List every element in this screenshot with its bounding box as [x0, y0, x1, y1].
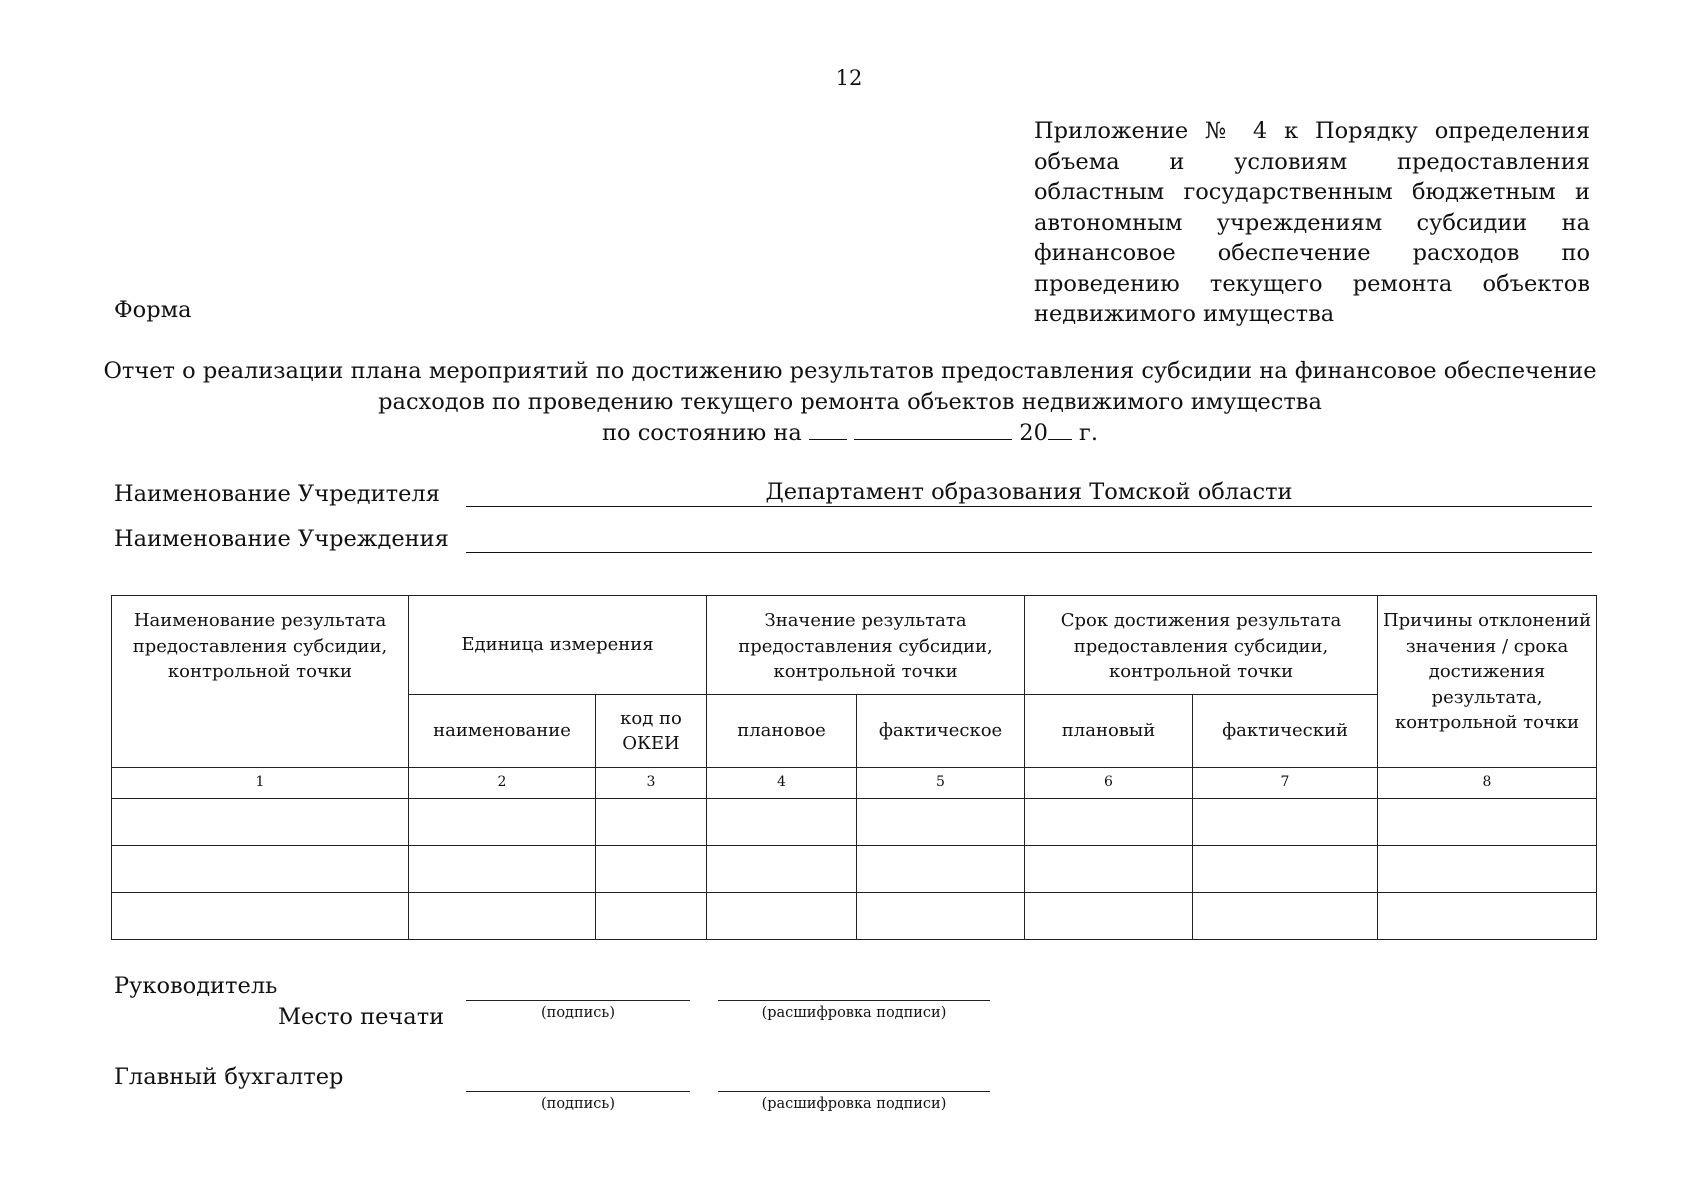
- institution-field: [466, 524, 1592, 553]
- report-table: [111, 595, 1597, 940]
- head-decoding-line: [718, 1000, 990, 1001]
- table-cell: [1193, 893, 1378, 940]
- table-cell: [112, 799, 409, 846]
- year-prefix: 20: [1019, 420, 1048, 446]
- table-cell: [857, 799, 1025, 846]
- table-cell: [409, 893, 596, 940]
- table-cell: [409, 799, 596, 846]
- table-cell: [1025, 846, 1193, 893]
- header-reasons: Причины отклонений значения / срока достижения результата, контрольной точки: [1378, 596, 1597, 768]
- report-title-line-1: Отчет о реализации плана мероприятий по достижению результатов предоставления субсидии на финансовое обеспечение: [103, 358, 1597, 384]
- accountant-label: Главный бухгалтер: [114, 1064, 344, 1090]
- table-cell: [857, 846, 1025, 893]
- report-date-prefix: по состоянию на: [602, 420, 802, 446]
- header-term-planned: плановый: [1025, 695, 1193, 768]
- header-term: Срок достижения результата предоставления субсидии, контрольной точки: [1025, 596, 1378, 695]
- institution-label: Наименование Учреждения: [114, 526, 449, 552]
- column-number: 4: [707, 768, 857, 799]
- table-cell: [707, 799, 857, 846]
- month-blank: [854, 417, 1012, 440]
- table-row: [112, 893, 1597, 940]
- column-number: 6: [1025, 768, 1193, 799]
- header-result-name: Наименование результата предоставления субсидии, контрольной точки: [112, 596, 409, 768]
- column-number: 1: [112, 768, 409, 799]
- report-title-line-2: расходов по проведению текущего ремонта объектов недвижимого имущества: [378, 388, 1322, 415]
- accountant-signature-caption: (подпись): [541, 1096, 615, 1112]
- header-unit: Единица измерения: [409, 596, 707, 695]
- page-number: 12: [835, 66, 863, 90]
- table-cell: [596, 846, 707, 893]
- day-blank: [809, 417, 847, 440]
- founder-field: Департамент образования Томской области: [466, 478, 1592, 507]
- stamp-label: Место печати: [278, 1004, 445, 1030]
- accountant-signature-line: [466, 1091, 690, 1092]
- table-cell: [1378, 799, 1597, 846]
- table-cell: [1378, 893, 1597, 940]
- header-value-actual: фактическое: [857, 695, 1025, 768]
- accountant-decoding-line: [718, 1091, 990, 1092]
- table-cell: [409, 846, 596, 893]
- header-unit-code: код по ОКЕИ: [596, 695, 707, 768]
- table-cell: [596, 799, 707, 846]
- report-date-line: [100, 417, 1600, 449]
- year-blank: [1048, 417, 1072, 440]
- table-cell: [112, 893, 409, 940]
- founder-label: Наименование Учредителя: [114, 481, 440, 507]
- table-cell: [1193, 846, 1378, 893]
- table-cell: [1193, 799, 1378, 846]
- table-cell: [857, 893, 1025, 940]
- table-row: [112, 799, 1597, 846]
- report-title: [100, 356, 1600, 449]
- table-cell: [596, 893, 707, 940]
- table-cell: [1025, 799, 1193, 846]
- head-decoding-caption: (расшифровка подписи): [761, 1005, 947, 1021]
- table-cell: [707, 846, 857, 893]
- table-cell: [707, 893, 857, 940]
- header-value: Значение результата предоставления субсидии, контрольной точки: [707, 596, 1025, 695]
- column-number: 3: [596, 768, 707, 799]
- table-cell: [1025, 893, 1193, 940]
- column-number: 7: [1193, 768, 1378, 799]
- column-number: 8: [1378, 768, 1597, 799]
- head-signature-caption: (подпись): [541, 1005, 615, 1021]
- table-row: [112, 846, 1597, 893]
- table-cell: [112, 846, 409, 893]
- year-suffix: г.: [1079, 420, 1098, 446]
- column-number: 2: [409, 768, 596, 799]
- head-label: Руководитель: [114, 973, 278, 999]
- appendix-note: Приложение № 4 к Порядку определения объема и условиям предоставления областным государственным бюджетным и автономным учреждениям субсидии на финансовое обеспечение расходов по проведению текущего ремонта объектов недвижимого имущества: [1034, 118, 1590, 327]
- header-unit-name: наименование: [409, 695, 596, 768]
- head-signature-line: [466, 1000, 690, 1001]
- header-term-actual: фактический: [1193, 695, 1378, 768]
- table-cell: [1378, 846, 1597, 893]
- accountant-decoding-caption: (расшифровка подписи): [761, 1096, 947, 1112]
- column-number: 5: [857, 768, 1025, 799]
- header-value-planned: плановое: [707, 695, 857, 768]
- form-label: Форма: [114, 297, 192, 323]
